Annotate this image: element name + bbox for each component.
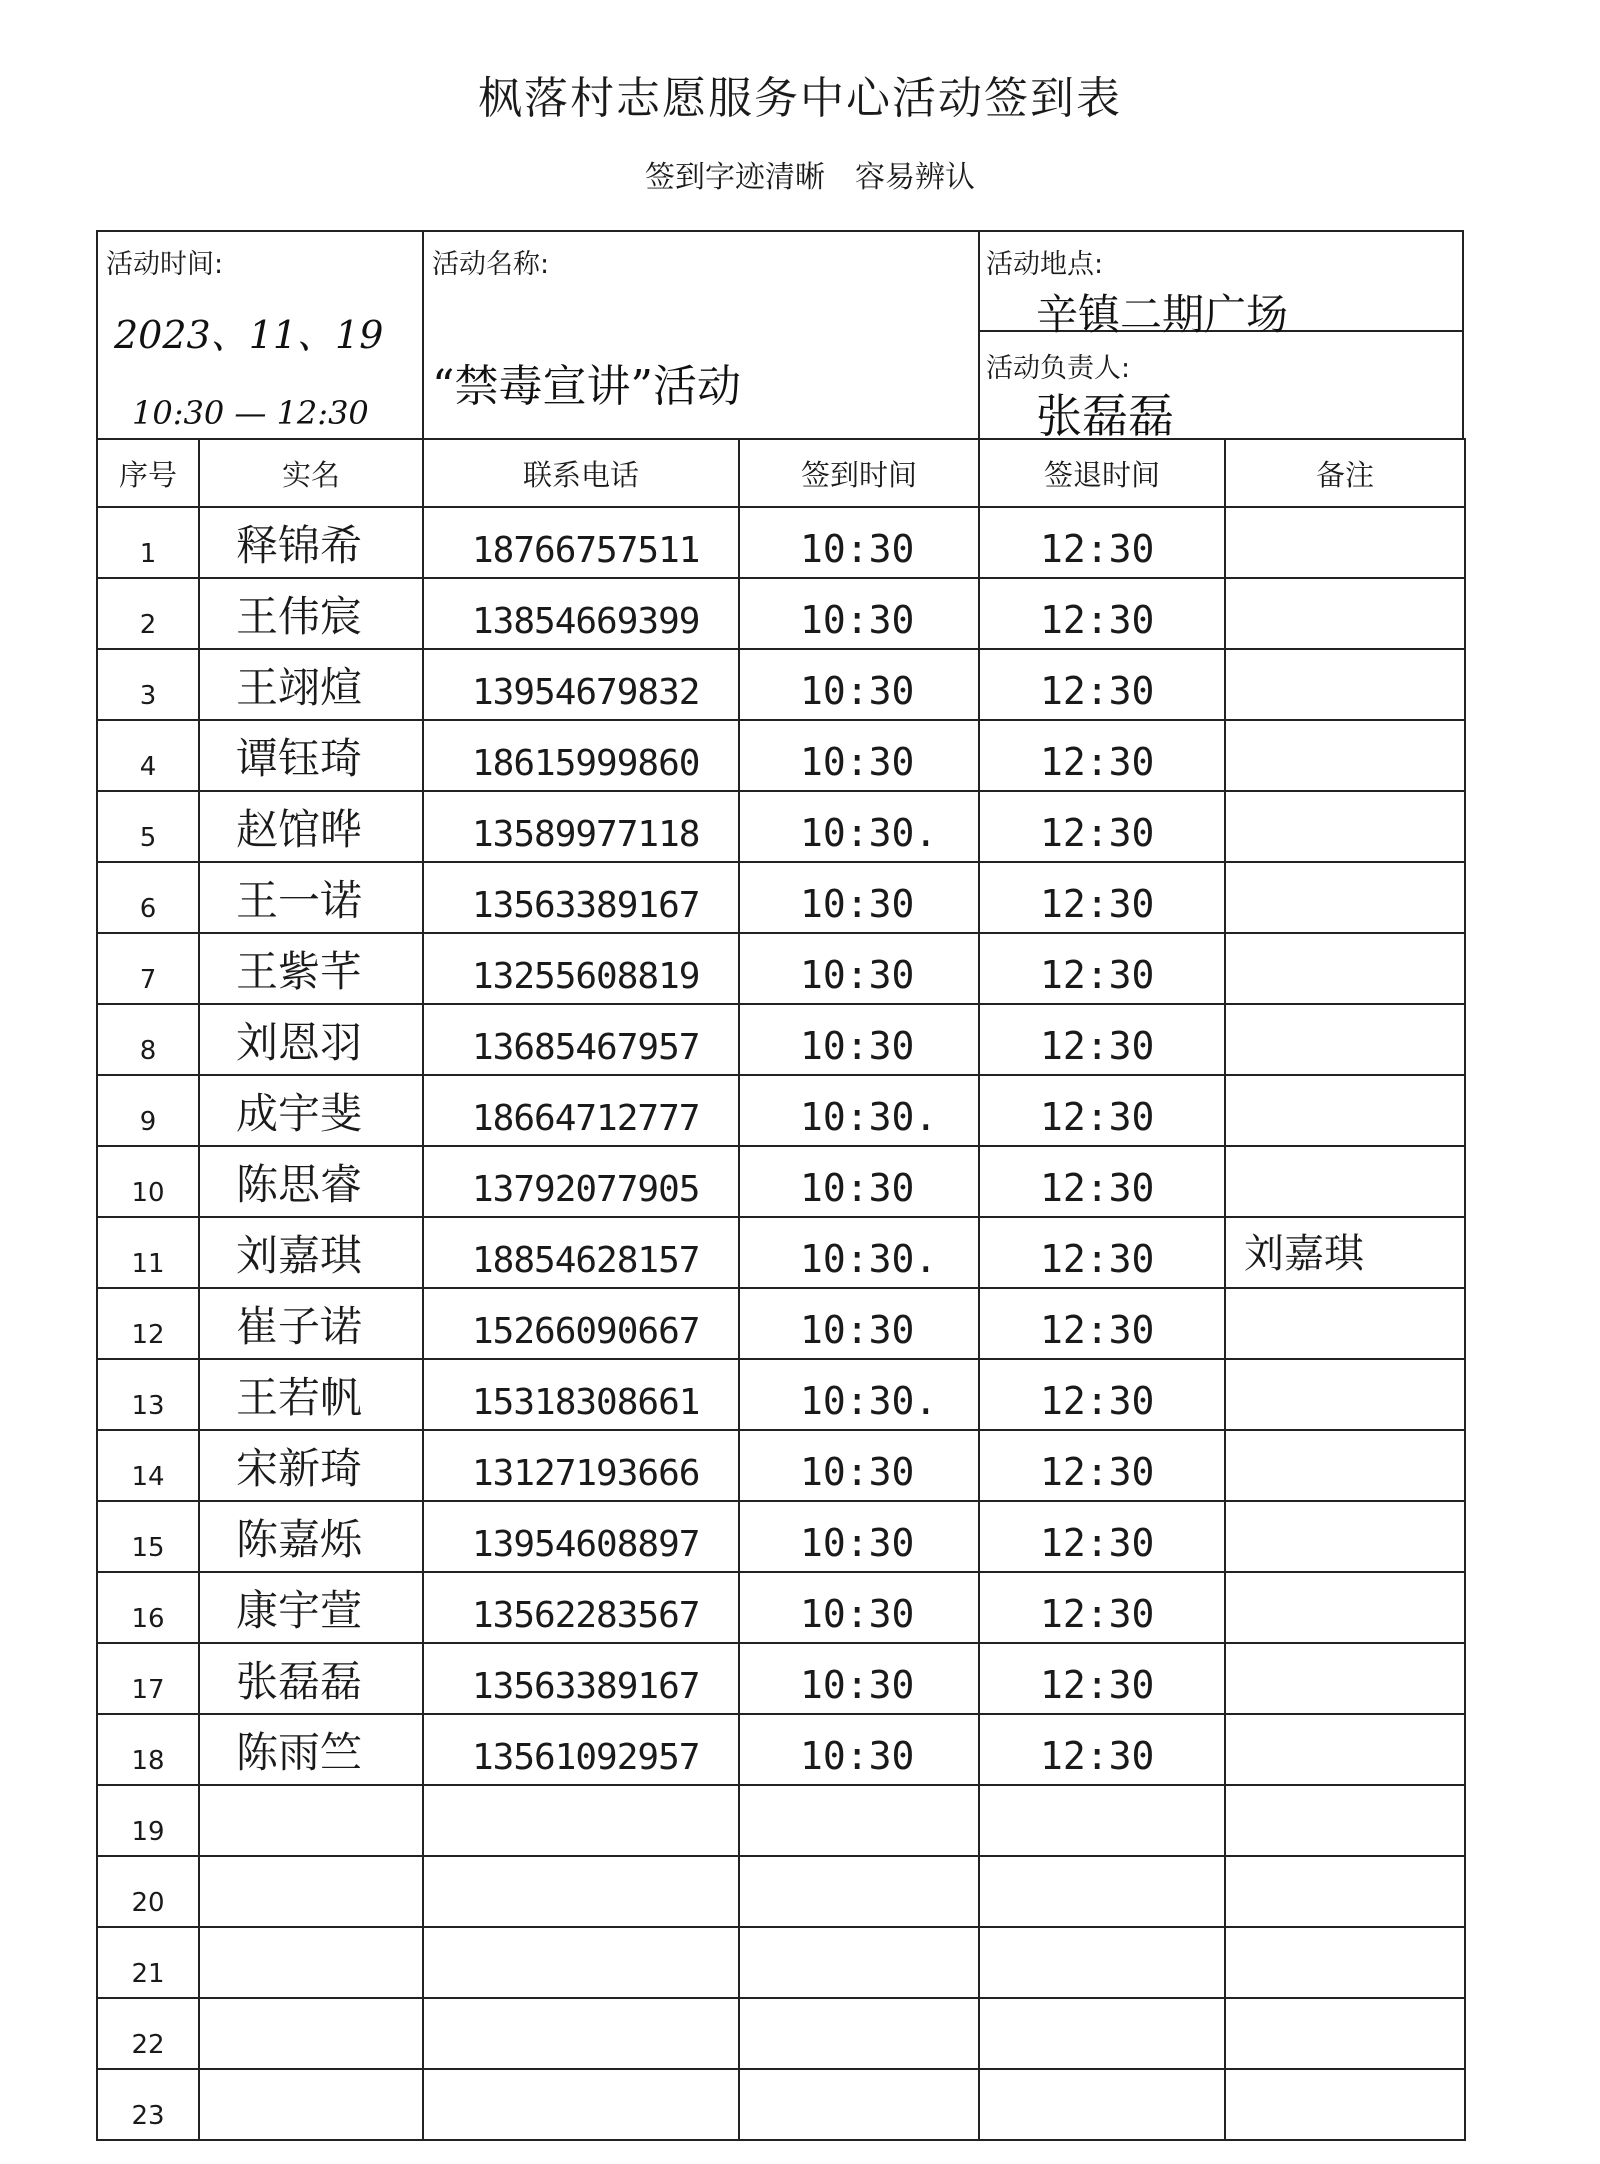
- row-number: 19: [97, 1785, 199, 1856]
- sign-out-time: [979, 1927, 1225, 1998]
- participant-name: 王一诺: [199, 862, 423, 933]
- sign-out-time: [979, 1785, 1225, 1856]
- row-number: 18: [97, 1714, 199, 1785]
- sign-in-time: 10:30: [739, 1004, 979, 1075]
- phone-number: 15266090667: [423, 1288, 739, 1359]
- sign-out-time: 12:30: [979, 1643, 1225, 1714]
- activity-name-cell: [424, 232, 980, 440]
- activity-leader-value: 张磊磊: [1036, 389, 1174, 443]
- sign-in-time: 10:30: [739, 862, 979, 933]
- phone-number: [423, 1856, 739, 1927]
- phone-number: [423, 1927, 739, 1998]
- row-number: 14: [97, 1430, 199, 1501]
- sign-in-time: 10:30: [739, 1643, 979, 1714]
- table-row: [97, 933, 1465, 1004]
- phone-number: 18766757511: [423, 507, 739, 578]
- phone-number: 18664712777: [423, 1075, 739, 1146]
- participant-name: [199, 2069, 423, 2140]
- table-row: [97, 507, 1465, 578]
- row-number: 17: [97, 1643, 199, 1714]
- table-row: [97, 1146, 1465, 1217]
- phone-number: 15318308661: [423, 1359, 739, 1430]
- remarks: [1225, 1572, 1465, 1643]
- table-header-row: [97, 439, 1465, 507]
- row-number: 3: [97, 649, 199, 720]
- phone-number: 13563389167: [423, 1643, 739, 1714]
- remarks: [1225, 1359, 1465, 1430]
- row-number: 9: [97, 1075, 199, 1146]
- remarks: [1225, 2069, 1465, 2140]
- table-row: [97, 578, 1465, 649]
- sign-in-time: [739, 2069, 979, 2140]
- sign-in-time: 10:30: [739, 1714, 979, 1785]
- row-number: 8: [97, 1004, 199, 1075]
- table-row: [97, 1785, 1465, 1856]
- sign-in-time: [739, 1927, 979, 1998]
- sign-in-time: 10:30.: [739, 1359, 979, 1430]
- participant-name: [199, 1785, 423, 1856]
- participant-name: 成宇斐: [199, 1075, 423, 1146]
- remarks: [1225, 791, 1465, 862]
- remarks: [1225, 933, 1465, 1004]
- sign-in-time: 10:30.: [739, 791, 979, 862]
- sign-out-time: 12:30: [979, 1075, 1225, 1146]
- document-subtitle: 签到字迹清晰 容易辨认: [645, 160, 975, 195]
- participant-name: 释锦希: [199, 507, 423, 578]
- activity-place-label: 活动地点:: [986, 249, 1104, 280]
- row-number: 12: [97, 1288, 199, 1359]
- participant-name: 赵馆晔: [199, 791, 423, 862]
- remarks: [1225, 1643, 1465, 1714]
- remarks: [1225, 578, 1465, 649]
- sign-out-time: 12:30: [979, 1146, 1225, 1217]
- activity-date: 2023、11、19: [114, 313, 384, 357]
- participant-name: 谭钰琦: [199, 720, 423, 791]
- sign-out-time: 12:30: [979, 1217, 1225, 1288]
- remarks: [1225, 1501, 1465, 1572]
- table-row: [97, 649, 1465, 720]
- participant-name: 刘恩羽: [199, 1004, 423, 1075]
- sign-out-time: 12:30: [979, 578, 1225, 649]
- phone-number: 13589977118: [423, 791, 739, 862]
- remarks: [1225, 1785, 1465, 1856]
- row-number: 22: [97, 1998, 199, 2069]
- activity-time-range: 10:30 — 12:30: [132, 394, 369, 432]
- row-number: 4: [97, 720, 199, 791]
- activity-place-value: 辛镇二期广场: [1036, 290, 1289, 339]
- table-row: [97, 1004, 1465, 1075]
- column-header-remarks: 备注: [1225, 439, 1465, 507]
- sign-out-time: [979, 1856, 1225, 1927]
- remarks: [1225, 649, 1465, 720]
- document-title: 枫落村志愿服务中心活动签到表: [478, 73, 1122, 124]
- sign-out-time: [979, 2069, 1225, 2140]
- participant-name: 陈思睿: [199, 1146, 423, 1217]
- sign-in-time: 10:30: [739, 649, 979, 720]
- remarks: [1225, 1288, 1465, 1359]
- phone-number: 13954608897: [423, 1501, 739, 1572]
- table-row: [97, 1430, 1465, 1501]
- sign-in-time: [739, 1785, 979, 1856]
- table-row: [97, 1359, 1465, 1430]
- activity-leader-label: 活动负责人:: [986, 353, 1131, 384]
- row-number: 13: [97, 1359, 199, 1430]
- remarks: 刘嘉琪: [1225, 1217, 1465, 1288]
- phone-number: [423, 2069, 739, 2140]
- participant-name: 王若帆: [199, 1359, 423, 1430]
- activity-time-label: 活动时间:: [106, 249, 224, 280]
- sign-in-time: 10:30: [739, 578, 979, 649]
- sign-out-time: 12:30: [979, 1004, 1225, 1075]
- row-number: 11: [97, 1217, 199, 1288]
- phone-number: 13563389167: [423, 862, 739, 933]
- table-row: [97, 1288, 1465, 1359]
- remarks: [1225, 507, 1465, 578]
- remarks: [1225, 1004, 1465, 1075]
- activity-place-subcell: [980, 232, 1462, 339]
- sign-out-time: 12:30: [979, 933, 1225, 1004]
- sign-out-time: 12:30: [979, 1572, 1225, 1643]
- activity-name-label: 活动名称:: [432, 249, 550, 280]
- sign-in-table: [96, 438, 1466, 2141]
- sign-out-time: 12:30: [979, 720, 1225, 791]
- sign-out-time: 12:30: [979, 1714, 1225, 1785]
- column-header-sign-out-time: 签退时间: [979, 439, 1225, 507]
- phone-number: 13954679832: [423, 649, 739, 720]
- sign-out-time: 12:30: [979, 791, 1225, 862]
- table-row: [97, 1075, 1465, 1146]
- phone-number: 13685467957: [423, 1004, 739, 1075]
- remarks: [1225, 862, 1465, 933]
- participant-name: 王伟宸: [199, 578, 423, 649]
- table-row: [97, 862, 1465, 933]
- column-header-number: 序号: [97, 439, 199, 507]
- remarks: [1225, 1714, 1465, 1785]
- table-row: [97, 1856, 1465, 1927]
- row-number: 1: [97, 507, 199, 578]
- phone-number: 18615999860: [423, 720, 739, 791]
- remarks: [1225, 1075, 1465, 1146]
- sign-in-time: 10:30: [739, 1288, 979, 1359]
- row-number: 10: [97, 1146, 199, 1217]
- activity-time-cell: [98, 232, 424, 440]
- activity-info-header: [96, 230, 1464, 443]
- row-number: 7: [97, 933, 199, 1004]
- sign-out-time: 12:30: [979, 1359, 1225, 1430]
- participant-name: [199, 1927, 423, 1998]
- phone-number: [423, 1785, 739, 1856]
- remarks: [1225, 1430, 1465, 1501]
- participant-name: 宋新琦: [199, 1430, 423, 1501]
- sign-in-time: 10:30.: [739, 1075, 979, 1146]
- phone-number: 13255608819: [423, 933, 739, 1004]
- table-row: [97, 1714, 1465, 1785]
- participant-name: 王紫芊: [199, 933, 423, 1004]
- participant-name: 王翊煊: [199, 649, 423, 720]
- row-number: 23: [97, 2069, 199, 2140]
- sign-in-time: 10:30: [739, 720, 979, 791]
- sign-in-sheet: [96, 230, 1464, 2130]
- sign-in-time: [739, 1998, 979, 2069]
- column-header-name: 实名: [199, 439, 423, 507]
- sign-out-time: 12:30: [979, 1501, 1225, 1572]
- row-number: 2: [97, 578, 199, 649]
- activity-place-leader-cell: [980, 232, 1462, 443]
- sign-out-time: 12:30: [979, 1430, 1225, 1501]
- sign-out-time: 12:30: [979, 507, 1225, 578]
- table-row: [97, 1643, 1465, 1714]
- sign-out-time: 12:30: [979, 649, 1225, 720]
- phone-number: 13854669399: [423, 578, 739, 649]
- remarks: [1225, 720, 1465, 791]
- participant-name: 陈嘉烁: [199, 1501, 423, 1572]
- sign-out-time: [979, 1998, 1225, 2069]
- phone-number: 18854628157: [423, 1217, 739, 1288]
- column-header-sign-in-time: 签到时间: [739, 439, 979, 507]
- sign-in-time: [739, 1856, 979, 1927]
- sign-out-time: 12:30: [979, 1288, 1225, 1359]
- phone-number: 13561092957: [423, 1714, 739, 1785]
- phone-number: 13127193666: [423, 1430, 739, 1501]
- table-row: [97, 1998, 1465, 2069]
- participant-name: 崔子诺: [199, 1288, 423, 1359]
- table-row: [97, 1501, 1465, 1572]
- row-number: 6: [97, 862, 199, 933]
- table-row: [97, 1217, 1465, 1288]
- participant-name: 康宇萱: [199, 1572, 423, 1643]
- remarks: [1225, 1856, 1465, 1927]
- row-number: 21: [97, 1927, 199, 1998]
- table-body: [97, 507, 1465, 2140]
- sign-in-time: 10:30.: [739, 1217, 979, 1288]
- sign-out-time: 12:30: [979, 862, 1225, 933]
- participant-name: [199, 1856, 423, 1927]
- table-row: [97, 1927, 1465, 1998]
- table-row: [97, 720, 1465, 791]
- sign-in-time: 10:30: [739, 933, 979, 1004]
- column-header-phone: 联系电话: [423, 439, 739, 507]
- participant-name: 刘嘉琪: [199, 1217, 423, 1288]
- table-row: [97, 1572, 1465, 1643]
- phone-number: 13792077905: [423, 1146, 739, 1217]
- activity-name-value: “禁毒宣讲”活动: [432, 361, 741, 412]
- remarks: [1225, 1146, 1465, 1217]
- table-row: [97, 2069, 1465, 2140]
- phone-number: 13562283567: [423, 1572, 739, 1643]
- sign-in-time: 10:30: [739, 1146, 979, 1217]
- row-number: 20: [97, 1856, 199, 1927]
- row-number: 5: [97, 791, 199, 862]
- row-number: 16: [97, 1572, 199, 1643]
- participant-name: 张磊磊: [199, 1643, 423, 1714]
- remarks: [1225, 1927, 1465, 1998]
- table-row: [97, 791, 1465, 862]
- phone-number: [423, 1998, 739, 2069]
- sign-in-time: 10:30: [739, 1572, 979, 1643]
- sign-in-time: 10:30: [739, 1501, 979, 1572]
- row-number: 15: [97, 1501, 199, 1572]
- sign-in-time: 10:30: [739, 507, 979, 578]
- remarks: [1225, 1998, 1465, 2069]
- participant-name: 陈雨竺: [199, 1714, 423, 1785]
- participant-name: [199, 1998, 423, 2069]
- sign-in-time: 10:30: [739, 1430, 979, 1501]
